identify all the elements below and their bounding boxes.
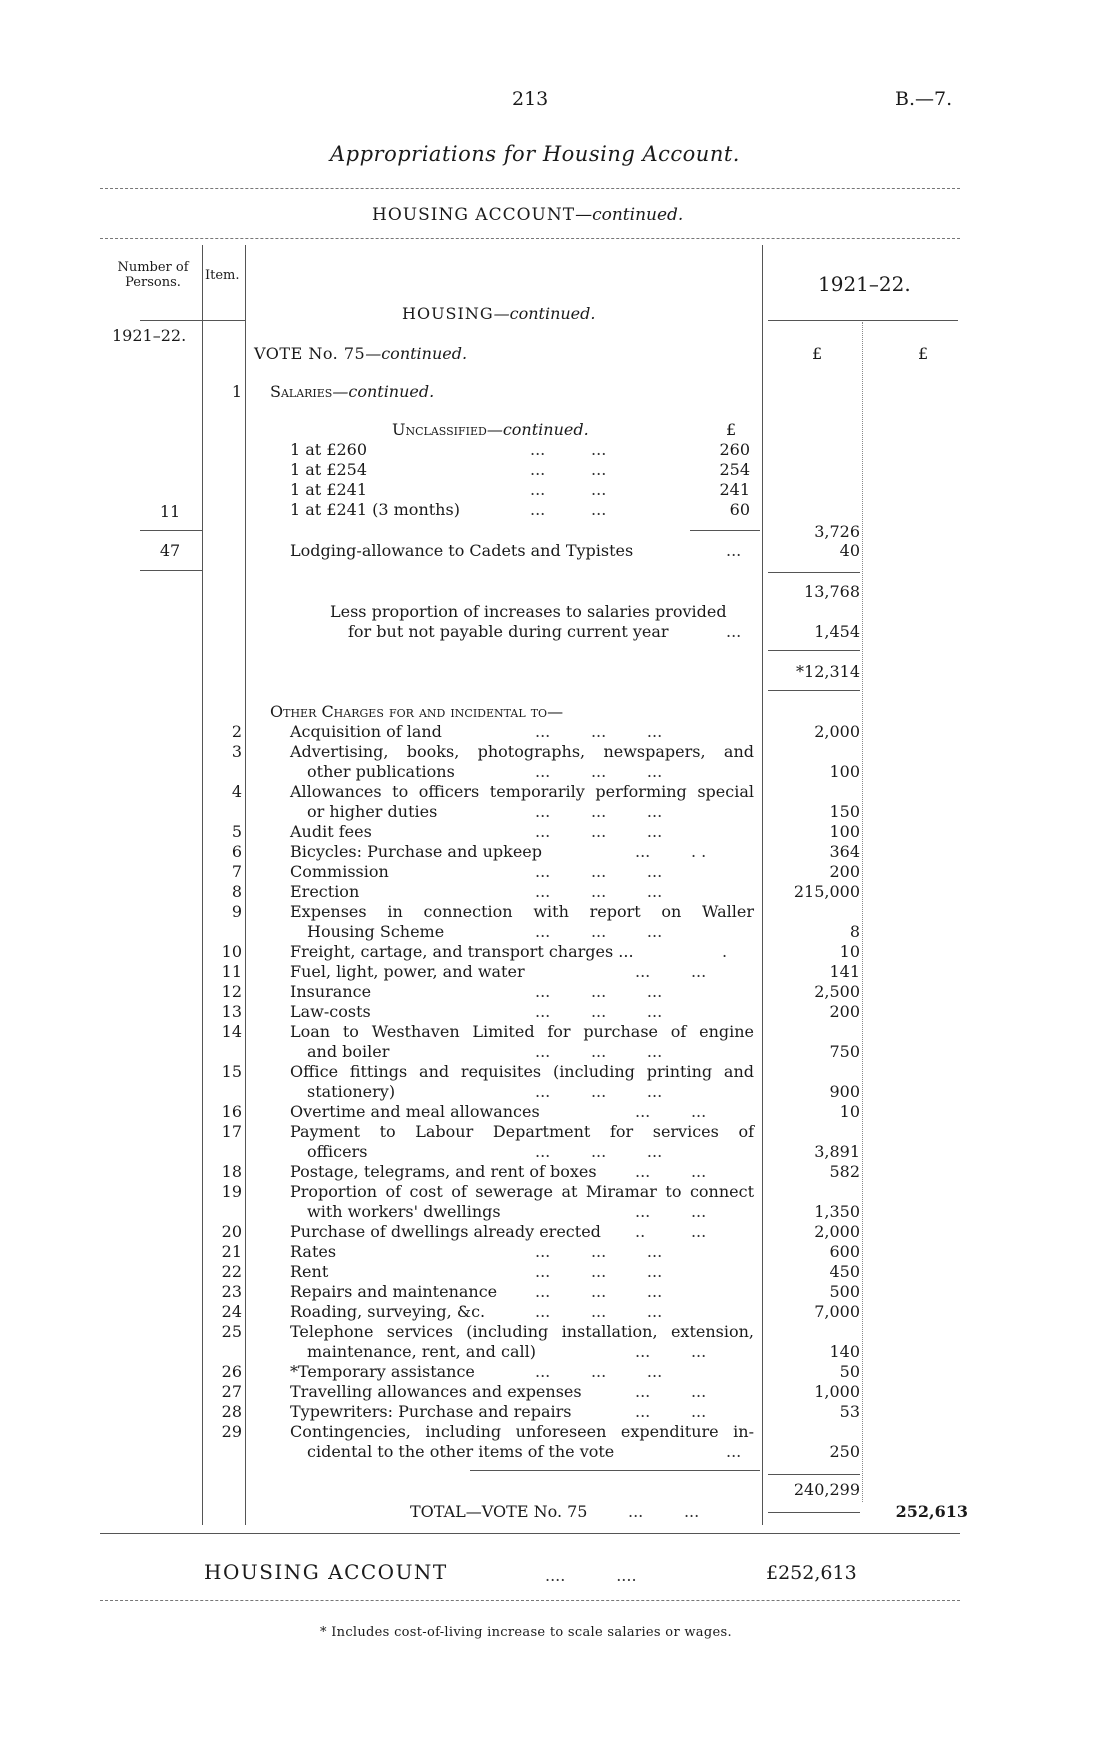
leader-dots: ...	[726, 622, 742, 641]
less-proportion-line-1: Less proportion of increases to salaries provided	[330, 602, 727, 621]
charge-item-number: 19	[221, 1182, 242, 1201]
charge-description: other publications	[307, 762, 455, 781]
leader-dots: ... ... ...	[535, 1242, 663, 1261]
salary-line: 1 at £254	[290, 460, 368, 479]
charge-item-number: 16	[221, 1102, 242, 1121]
charge-item-number: 3	[231, 742, 242, 761]
charge-description: cidental to the other items of the vote	[307, 1442, 615, 1461]
subtotal-rule	[768, 572, 860, 573]
leader-dots: ...	[726, 1442, 742, 1461]
unclassified-total: 3,726	[814, 522, 860, 541]
leader-dots: ... ...	[635, 1382, 707, 1401]
pound-column-1: £	[812, 344, 823, 363]
unclassified-total-rule	[690, 530, 760, 531]
leader-dots: ... ...	[530, 500, 607, 519]
leader-dots: ... ... ...	[535, 1362, 663, 1381]
charge-amount: 600	[829, 1242, 860, 1261]
account-total-amount: £252,613	[766, 1562, 857, 1584]
charge-description: Insurance	[290, 982, 372, 1001]
leader-dots: ... ... ...	[535, 762, 663, 781]
charge-description: Rates	[290, 1242, 337, 1261]
charge-description: Bicycles: Purchase and upkeep	[290, 842, 542, 861]
charge-description: *Temporary assistance	[290, 1362, 475, 1381]
subamount-column-rule	[862, 322, 863, 1502]
charge-item-number: 25	[221, 1322, 242, 1341]
charge-description: Contingencies, including unforeseen expenditure in-	[290, 1422, 754, 1441]
charge-amount: 2,000	[814, 722, 860, 741]
charge-amount: 100	[829, 762, 860, 781]
salary-amount: 254	[719, 460, 750, 479]
charge-amount: 8	[849, 922, 860, 941]
salary-line: 1 at £241	[290, 480, 368, 499]
leader-dots: ... ... ...	[535, 862, 663, 881]
charge-item-number: 27	[221, 1382, 242, 1401]
persons-total: 47	[159, 541, 181, 560]
other-charges-heading: Other Charges for and incidental to—	[270, 702, 564, 721]
charge-item-number: 8	[231, 882, 242, 901]
charge-item-number: 6	[231, 842, 242, 861]
year-column-heading: 1921–22.	[818, 272, 911, 296]
leader-dots: ... ...	[635, 962, 707, 981]
charge-item-number: 20	[221, 1222, 242, 1241]
item-column-rule	[245, 245, 246, 1525]
leader-dots: ... ...	[635, 1162, 707, 1181]
persons-column-heading: Number of Persons.	[117, 260, 189, 290]
charge-description: Acquisition of land	[290, 722, 442, 741]
table-top-rule	[100, 238, 960, 239]
charge-item-number: 17	[221, 1122, 242, 1141]
charge-description: Office fittings and requisites (including printing and	[290, 1062, 754, 1081]
footnote: * Includes cost-of-living increase to scale salaries or wages.	[320, 1625, 732, 1640]
leader-dots: ... ...	[635, 1102, 707, 1121]
persons-total-rule	[140, 570, 202, 571]
charge-item-number: 24	[221, 1302, 242, 1321]
charge-item-number: 9	[231, 902, 242, 921]
charge-description: Housing Scheme	[307, 922, 445, 941]
leader-dots: ... ...	[628, 1502, 700, 1521]
charge-item-number: 14	[221, 1022, 242, 1041]
charge-description: with workers' dwellings	[307, 1202, 501, 1221]
charge-description: and boiler	[307, 1042, 390, 1061]
charge-description: Overtime and meal allowances	[290, 1102, 540, 1121]
leader-dots: .... ....	[545, 1566, 637, 1585]
charge-amount: 140	[829, 1342, 860, 1361]
charge-description: Travelling allowances and expenses	[290, 1382, 582, 1401]
persons-header-rule	[140, 320, 245, 321]
less-proportion-amount: 1,454	[814, 622, 860, 641]
net-rule	[768, 650, 860, 651]
salary-amount: 260	[719, 440, 750, 459]
salary-amount: 60	[729, 500, 750, 519]
leader-dots: ... . .	[635, 842, 707, 861]
document-reference: B.—7.	[895, 88, 953, 110]
charge-amount: 200	[829, 1002, 860, 1021]
leader-dots: ... ... ...	[535, 722, 663, 741]
charge-item-number: 12	[221, 982, 242, 1001]
charge-item-number: 18	[221, 1162, 242, 1181]
persons-subtotal-rule	[140, 530, 202, 531]
charge-description: officers	[307, 1142, 368, 1161]
leader-dots: ... ... ...	[535, 922, 663, 941]
vote-total-underline	[768, 1512, 860, 1513]
charge-amount: 582	[829, 1162, 860, 1181]
leader-dots: ... ...	[635, 1202, 707, 1221]
charge-amount: 10	[839, 942, 860, 961]
charge-description: or higher duties	[307, 802, 438, 821]
charge-amount: 450	[829, 1262, 860, 1281]
charge-description: Repairs and maintenance	[290, 1282, 498, 1301]
charge-item-number: 11	[221, 962, 242, 981]
charge-amount: 10	[839, 1102, 860, 1121]
charge-amount: 150	[829, 802, 860, 821]
charges-end-rule	[470, 1470, 760, 1471]
persons-column-rule	[202, 245, 203, 1525]
charge-description: Law-costs	[290, 1002, 371, 1021]
charge-item-number: 15	[221, 1062, 242, 1081]
unclassified-pound: £	[726, 420, 737, 439]
charge-item-number: 2	[231, 722, 242, 741]
charge-description: Proportion of cost of sewerage at Miramar to connect	[290, 1182, 754, 1201]
salaries-net-total: *12,314	[796, 662, 860, 681]
salary-line: 1 at £260	[290, 440, 368, 459]
charge-description: Expenses in connection with report on Waller	[290, 902, 754, 921]
charge-item-number: 10	[221, 942, 242, 961]
leader-dots: ... ... ...	[535, 1142, 663, 1161]
charge-item-number: 29	[221, 1422, 242, 1441]
charge-amount: 250	[829, 1442, 860, 1461]
charge-description: Rent	[290, 1262, 329, 1281]
leader-dots: ... ...	[635, 1402, 707, 1421]
salary-amount: 241	[719, 480, 750, 499]
charge-amount: 215,000	[793, 882, 860, 901]
charge-amount: 2,500	[814, 982, 860, 1001]
account-total-rule	[100, 1600, 960, 1601]
lodging-allowance-label: Lodging-allowance to Cadets and Typistes	[290, 541, 634, 560]
salaries-subtotal: 13,768	[804, 582, 860, 601]
leader-dots: ... ... ...	[535, 982, 663, 1001]
charge-description: Payment to Labour Department for services of	[290, 1122, 754, 1141]
leader-dots: ... ... ...	[535, 802, 663, 821]
charge-amount: 53	[839, 1402, 860, 1421]
section-heading: HOUSING ACCOUNT—continued.	[372, 205, 684, 225]
leader-dots: ... ...	[530, 480, 607, 499]
charge-amount: 141	[829, 962, 860, 981]
charge-amount: 2,000	[814, 1222, 860, 1241]
charges-total-rule	[768, 1474, 860, 1475]
year-header-rule	[768, 320, 958, 321]
other-charges-total: 240,299	[793, 1480, 860, 1499]
leader-dots: ...	[726, 541, 742, 560]
pound-column-2: £	[918, 344, 929, 363]
table-bottom-rule	[100, 1533, 960, 1534]
vote-total-label: TOTAL—VOTE No. 75	[410, 1502, 588, 1521]
charge-item-number: 13	[221, 1002, 242, 1021]
leader-dots: ... ... ...	[535, 1302, 663, 1321]
charge-amount: 3,891	[814, 1142, 860, 1161]
charge-description: Erection	[290, 882, 360, 901]
charge-description: Fuel, light, power, and water	[290, 962, 525, 981]
salary-line: 1 at £241 (3 months)	[290, 500, 460, 519]
charge-amount: 1,350	[814, 1202, 860, 1221]
leader-dots: ... ... ...	[535, 1282, 663, 1301]
charge-description: maintenance, rent, and call)	[307, 1342, 536, 1361]
charge-description: Allowances to officers temporarily performing special	[290, 782, 754, 801]
unclassified-heading: Unclassified—continued.	[392, 420, 589, 439]
net-bottom-rule	[768, 690, 860, 691]
charge-amount: 364	[829, 842, 860, 861]
charge-amount: 200	[829, 862, 860, 881]
leader-dots: ... ...	[635, 1342, 707, 1361]
charge-amount: 750	[829, 1042, 860, 1061]
vote-subheading: HOUSING—continued.	[402, 304, 596, 323]
less-proportion-line-2: for but not payable during current year	[348, 622, 669, 641]
persons-unclassified: 11	[159, 502, 181, 521]
charge-description: Freight, cartage, and transport charges ...	[290, 942, 634, 961]
charge-item-number: 4	[231, 782, 242, 801]
charge-description: Purchase of dwellings already erected	[290, 1222, 601, 1241]
leader-dots: ... ... ...	[535, 1262, 663, 1281]
charge-amount: 500	[829, 1282, 860, 1301]
leader-dots: ... ...	[530, 440, 607, 459]
charge-description: stationery)	[307, 1082, 396, 1101]
charge-description: Typewriters: Purchase and repairs	[290, 1402, 572, 1421]
leader-dots: ... ... ...	[535, 1042, 663, 1061]
vote-label: VOTE No. 75—continued.	[254, 344, 468, 363]
charge-amount: 7,000	[814, 1302, 860, 1321]
account-total-label: HOUSING ACCOUNT	[204, 1560, 448, 1584]
charge-amount: 900	[829, 1082, 860, 1101]
charge-item-number: 5	[231, 822, 242, 841]
charge-item-number: 23	[221, 1282, 242, 1301]
charge-item-number: 22	[221, 1262, 242, 1281]
page-number: 213	[512, 88, 549, 110]
charge-description: Advertising, books, photographs, newspapers, and	[290, 742, 754, 761]
charge-description: Commission	[290, 862, 389, 881]
charge-amount: 100	[829, 822, 860, 841]
leader-dots: ... ... ...	[535, 822, 663, 841]
charge-description: Postage, telegrams, and rent of boxes	[290, 1162, 597, 1181]
item-column-heading: Item.	[205, 268, 240, 283]
charge-item-number: 7	[231, 862, 242, 881]
vote-total-amount: 252,613	[895, 1502, 968, 1521]
charge-description: Audit fees	[290, 822, 372, 841]
leader-dots: ... ...	[530, 460, 607, 479]
leader-dots: ... ... ...	[535, 1002, 663, 1021]
charge-description: Loan to Westhaven Limited for purchase of engine	[290, 1022, 754, 1041]
lodging-allowance-amount: 40	[839, 541, 860, 560]
charge-item-number: 28	[221, 1402, 242, 1421]
charge-description: Roading, surveying, &c.	[290, 1302, 486, 1321]
charge-item-number: 26	[221, 1362, 242, 1381]
charge-description: Telephone services (including installation, extension,	[290, 1322, 754, 1341]
charge-item-number: 21	[221, 1242, 242, 1261]
title-divider	[100, 188, 960, 189]
salaries-item-number: 1	[231, 382, 242, 401]
leader-dots: ... ... ...	[535, 882, 663, 901]
page-title: Appropriations for Housing Account.	[330, 142, 740, 166]
leader-dots: .. ...	[635, 1222, 707, 1241]
leader-dots: .	[722, 942, 728, 961]
persons-year-heading: 1921–22.	[112, 326, 187, 345]
leader-dots: ... ... ...	[535, 1082, 663, 1101]
charge-amount: 50	[839, 1362, 860, 1381]
salaries-heading: Salaries—continued.	[270, 382, 435, 401]
charge-amount: 1,000	[814, 1382, 860, 1401]
